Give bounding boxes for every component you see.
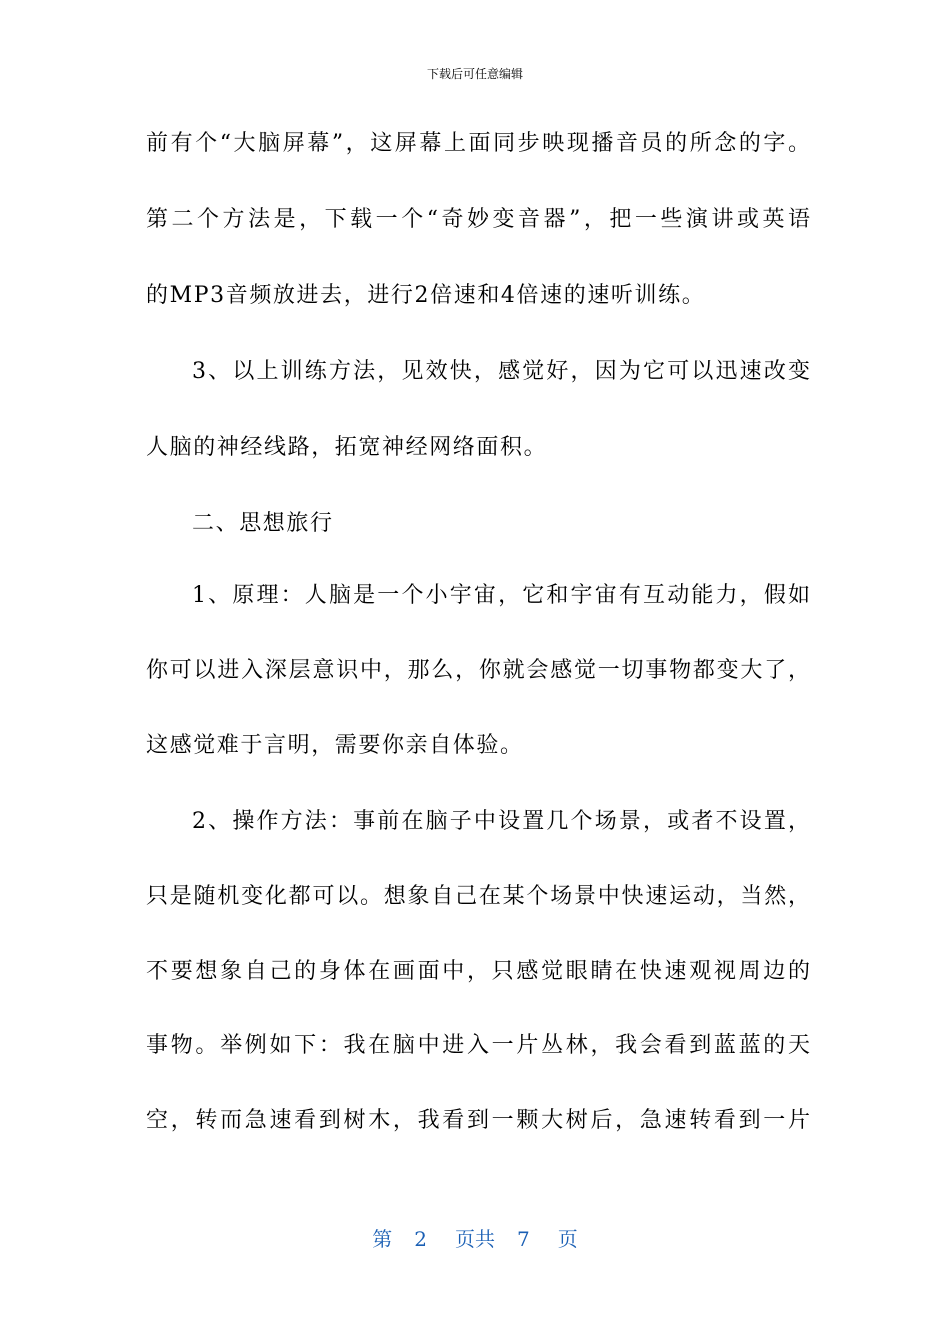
footer-total-pages: 7 [517,1227,530,1251]
text-line: 3、以上训练方法，见效快，感觉好，因为它可以迅速改变 [192,359,810,384]
text-line: 1、原理：人脑是一个小宇宙，它和宇宙有互动能力，假如 [192,583,810,608]
footer-suffix: 页 [557,1227,578,1251]
page-footer [0,1226,950,1252]
text-line: 第二个方法是，下载一个“奇妙变音器”，把一些演讲或英语 [146,207,810,232]
text-line: 这感觉难于言明，需要你亲自体验。 [146,733,524,758]
text-line: 不要想象自己的身体在画面中，只感觉眼睛在快速观视周边的 [146,959,810,984]
text-line: 空，转而急速看到树木，我看到一颗大树后，急速转看到一片 [146,1108,810,1133]
page-header: 下载后可任意编辑 [426,67,523,81]
section-heading: 二、思想旅行 [192,511,334,536]
footer-middle: 页共 [455,1227,495,1251]
text-line: 人脑的神经线路，拓宽神经网络面积。 [146,435,548,460]
text-line: 事物。举例如下：我在脑中进入一片丛林，我会看到蓝蓝的天 [146,1033,810,1058]
text-line: 只是随机变化都可以。想象自己在某个场景中快速运动，当然， [146,884,810,909]
text-line: 你可以进入深层意识中，那么，你就会感觉一切事物都变大了， [146,658,810,683]
text-line: 前有个“大脑屏幕”，这屏幕上面同步映现播音员的所念的字。 [146,131,810,156]
footer-prefix: 第 [372,1227,393,1251]
footer-current-page: 2 [414,1227,427,1251]
text-line: 的MP3音频放进去，进行2倍速和4倍速的速听训练。 [146,283,706,308]
text-line: 2、操作方法：事前在脑子中设置几个场景，或者不设置， [192,809,810,834]
